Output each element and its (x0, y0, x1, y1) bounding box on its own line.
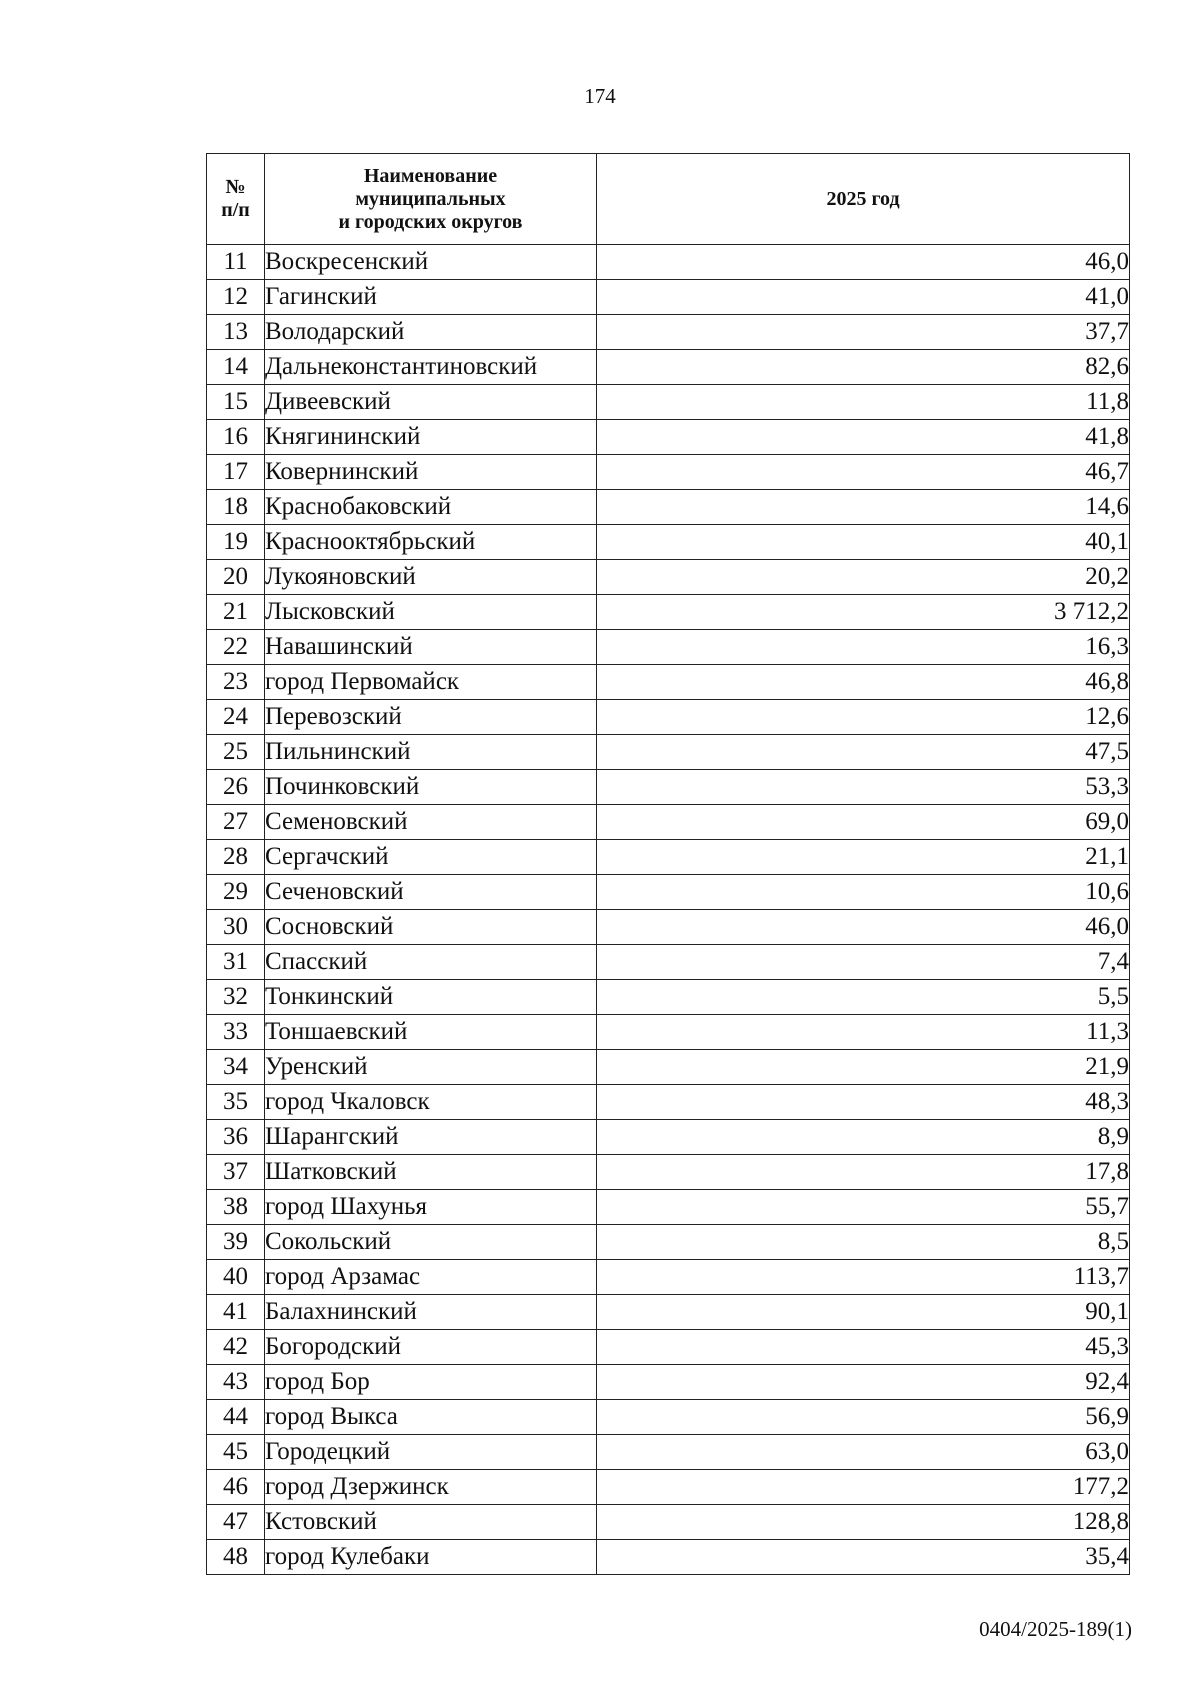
row-value: 46,0 (597, 245, 1130, 280)
row-name: город Чкаловск (265, 1085, 597, 1120)
row-value: 11,3 (597, 1015, 1130, 1050)
table-row (207, 1330, 1130, 1365)
table-row (207, 1085, 1130, 1120)
row-number: 36 (207, 1120, 265, 1155)
table-row (207, 875, 1130, 910)
row-name: Шатковский (265, 1155, 597, 1190)
row-name: город Арзамас (265, 1260, 597, 1295)
table-row (207, 455, 1130, 490)
table-row (207, 490, 1130, 525)
row-name: Тоншаевский (265, 1015, 597, 1050)
row-name: Спасский (265, 945, 597, 980)
table-header-row (207, 154, 1130, 245)
header-name-label: Наименование муниципальных и городских округов (338, 164, 523, 233)
row-number: 26 (207, 770, 265, 805)
row-number: 24 (207, 700, 265, 735)
document-code: 0404/2025-189(1) (979, 1617, 1132, 1641)
table-row (207, 1050, 1130, 1085)
row-number: 17 (207, 455, 265, 490)
row-name: город Бор (265, 1365, 597, 1400)
row-value: 8,9 (597, 1120, 1130, 1155)
table-row (207, 945, 1130, 980)
table-row (207, 280, 1130, 315)
row-value: 46,0 (597, 910, 1130, 945)
row-value: 37,7 (597, 315, 1130, 350)
table-row (207, 910, 1130, 945)
table-row (207, 1505, 1130, 1540)
table-row (207, 1435, 1130, 1470)
row-name: Княгининский (265, 420, 597, 455)
row-name: Городецкий (265, 1435, 597, 1470)
row-value: 128,8 (597, 1505, 1130, 1540)
row-value: 12,6 (597, 700, 1130, 735)
row-number: 18 (207, 490, 265, 525)
table-row (207, 1015, 1130, 1050)
row-name: город Шахунья (265, 1190, 597, 1225)
row-value: 56,9 (597, 1400, 1130, 1435)
row-name: Лысковский (265, 595, 597, 630)
row-name: Сосновский (265, 910, 597, 945)
row-name: Краснобаковский (265, 490, 597, 525)
row-value: 47,5 (597, 735, 1130, 770)
row-number: 21 (207, 595, 265, 630)
row-number: 11 (207, 245, 265, 280)
row-number: 48 (207, 1540, 265, 1575)
row-name: Тонкинский (265, 980, 597, 1015)
table-row (207, 1295, 1130, 1330)
table-row (207, 560, 1130, 595)
row-value: 41,8 (597, 420, 1130, 455)
table-row (207, 805, 1130, 840)
row-name: Пильнинский (265, 735, 597, 770)
row-name: Шарангский (265, 1120, 597, 1155)
row-name: Воскресенский (265, 245, 597, 280)
row-number: 40 (207, 1260, 265, 1295)
row-value: 21,1 (597, 840, 1130, 875)
row-number: 33 (207, 1015, 265, 1050)
table-row (207, 665, 1130, 700)
row-number: 23 (207, 665, 265, 700)
header-year-label: 2025 год (826, 187, 900, 210)
row-name: город Первомайск (265, 665, 597, 700)
table-row (207, 350, 1130, 385)
table-row (207, 980, 1130, 1015)
row-name: Перевозский (265, 700, 597, 735)
row-name: Починковский (265, 770, 597, 805)
row-name: Дивеевский (265, 385, 597, 420)
row-name: Балахнинский (265, 1295, 597, 1330)
table-row (207, 770, 1130, 805)
row-number: 15 (207, 385, 265, 420)
row-number: 42 (207, 1330, 265, 1365)
row-value: 40,1 (597, 525, 1130, 560)
row-value: 17,8 (597, 1155, 1130, 1190)
row-value: 69,0 (597, 805, 1130, 840)
table-row (207, 1155, 1130, 1190)
row-value: 21,9 (597, 1050, 1130, 1085)
row-number: 16 (207, 420, 265, 455)
row-number: 30 (207, 910, 265, 945)
row-number: 34 (207, 1050, 265, 1085)
row-name: Сокольский (265, 1225, 597, 1260)
row-number: 47 (207, 1505, 265, 1540)
row-name: Кстовский (265, 1505, 597, 1540)
row-name: Богородский (265, 1330, 597, 1365)
table-row (207, 1120, 1130, 1155)
row-name: Ковернинский (265, 455, 597, 490)
row-number: 39 (207, 1225, 265, 1260)
row-name: город Дзержинск (265, 1470, 597, 1505)
row-number: 14 (207, 350, 265, 385)
row-value: 90,1 (597, 1295, 1130, 1330)
row-value: 46,7 (597, 455, 1130, 490)
row-name: Сеченовский (265, 875, 597, 910)
row-number: 45 (207, 1435, 265, 1470)
row-value: 92,4 (597, 1365, 1130, 1400)
row-name: Гагинский (265, 280, 597, 315)
row-name: Лукояновский (265, 560, 597, 595)
table-row (207, 1470, 1130, 1505)
row-value: 16,3 (597, 630, 1130, 665)
row-value: 53,3 (597, 770, 1130, 805)
row-number: 28 (207, 840, 265, 875)
row-number: 41 (207, 1295, 265, 1330)
table-body (207, 245, 1130, 1575)
municipal-table (206, 153, 1130, 1575)
row-name: город Выкса (265, 1400, 597, 1435)
row-name: Уренский (265, 1050, 597, 1085)
row-name: Дальнеконстантиновский (265, 350, 597, 385)
header-num (207, 154, 265, 245)
row-number: 22 (207, 630, 265, 665)
header-year (597, 154, 1130, 245)
row-value: 8,5 (597, 1225, 1130, 1260)
table-row (207, 1190, 1130, 1225)
table-row (207, 595, 1130, 630)
row-value: 35,4 (597, 1540, 1130, 1575)
row-number: 44 (207, 1400, 265, 1435)
table-row (207, 1540, 1130, 1575)
table-row (207, 385, 1130, 420)
table-row (207, 245, 1130, 280)
row-number: 38 (207, 1190, 265, 1225)
table-row (207, 1365, 1130, 1400)
table-row (207, 630, 1130, 665)
row-number: 29 (207, 875, 265, 910)
header-num-label: № п/п (221, 176, 250, 221)
row-number: 37 (207, 1155, 265, 1190)
table-row (207, 525, 1130, 560)
row-value: 7,4 (597, 945, 1130, 980)
row-name: Семеновский (265, 805, 597, 840)
row-value: 41,0 (597, 280, 1130, 315)
row-number: 43 (207, 1365, 265, 1400)
table-row (207, 700, 1130, 735)
row-name: Сергачский (265, 840, 597, 875)
row-number: 46 (207, 1470, 265, 1505)
row-number: 31 (207, 945, 265, 980)
row-number: 25 (207, 735, 265, 770)
table-row (207, 420, 1130, 455)
row-value: 46,8 (597, 665, 1130, 700)
table-row (207, 1260, 1130, 1295)
row-value: 63,0 (597, 1435, 1130, 1470)
row-value: 113,7 (597, 1260, 1130, 1295)
row-value: 10,6 (597, 875, 1130, 910)
table-row (207, 840, 1130, 875)
table-row (207, 315, 1130, 350)
row-name: Навашинский (265, 630, 597, 665)
row-name: Володарский (265, 315, 597, 350)
row-value: 82,6 (597, 350, 1130, 385)
row-number: 20 (207, 560, 265, 595)
row-value: 5,5 (597, 980, 1130, 1015)
row-value: 14,6 (597, 490, 1130, 525)
page-number: 174 (584, 84, 616, 108)
row-value: 48,3 (597, 1085, 1130, 1120)
row-value: 20,2 (597, 560, 1130, 595)
row-value: 3 712,2 (597, 595, 1130, 630)
row-name: город Кулебаки (265, 1540, 597, 1575)
row-number: 35 (207, 1085, 265, 1120)
table-row (207, 1400, 1130, 1435)
row-number: 12 (207, 280, 265, 315)
table-row (207, 1225, 1130, 1260)
header-name (265, 154, 597, 245)
table-row (207, 735, 1130, 770)
row-number: 13 (207, 315, 265, 350)
row-name: Краснооктябрьский (265, 525, 597, 560)
row-value: 55,7 (597, 1190, 1130, 1225)
row-number: 27 (207, 805, 265, 840)
row-value: 177,2 (597, 1470, 1130, 1505)
row-value: 45,3 (597, 1330, 1130, 1365)
row-value: 11,8 (597, 385, 1130, 420)
row-number: 19 (207, 525, 265, 560)
row-number: 32 (207, 980, 265, 1015)
